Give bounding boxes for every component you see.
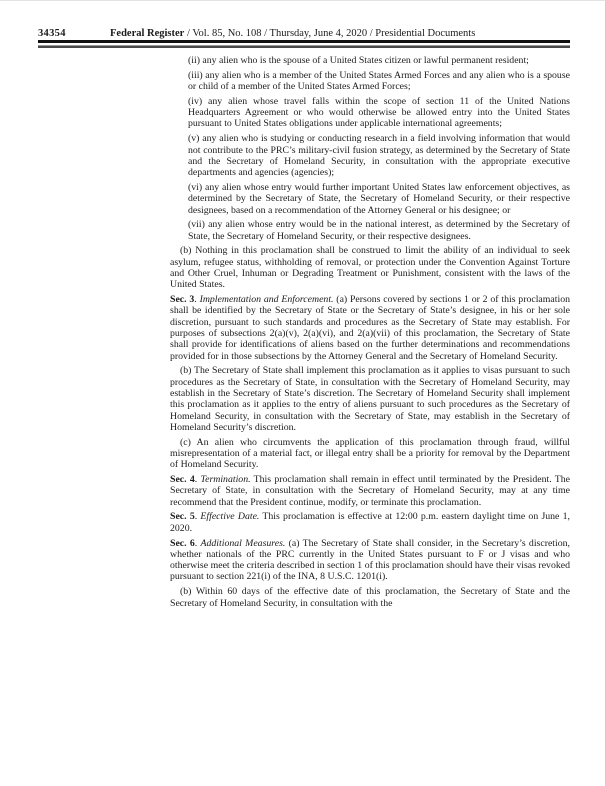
journal-name: Federal Register bbox=[110, 28, 185, 39]
text-run: Termination. bbox=[200, 474, 251, 486]
text-run: (v) any alien who is studying or conducting research in a field involving information that would not contribute to the PRC’s military-civil fusion strategy, as determined by the Secretary of State and the Secretary of Homeland Security, in consultation with the appropriate executive departments and agencies (agencies); bbox=[188, 133, 570, 179]
text-run: (b) Within 60 days of the effective date of this proclamation, the Secretary of State and the Secretary of Homeland Security, in consultation with the bbox=[170, 586, 570, 609]
text-run: Sec. 6 bbox=[170, 537, 195, 549]
text-run: (vi) any alien whose entry would further important United States law enforcement objectives, as determined by the Secretary of State, the Secretary of Homeland Security, or their respective designees, based on a recommendation of the Attorney General or his designee; or bbox=[188, 181, 570, 216]
text-run: (b) The Secretary of State shall implement this proclamation as it applies to visas pursuant to such procedures as the Secretary of State, in consultation with the Secretary of Homeland Security, may establish in the Secretary of State’s discretion. The Secretary of Homeland Security shall implement this proclamation as it applies to the entry of aliens pursuant to such procedures as the Secretary of Homeland Security, in consultation with the Secretary of State, may establish in the Secretary of Homeland Security’s discretion. bbox=[170, 365, 570, 433]
document-body bbox=[170, 55, 570, 612]
page-number: 34354 bbox=[38, 28, 66, 39]
text-run: . bbox=[194, 294, 200, 306]
paragraph-romanette bbox=[188, 70, 570, 93]
paragraph-section bbox=[170, 474, 570, 508]
text-run: Sec. 5 bbox=[170, 511, 195, 523]
paragraph-romanette bbox=[188, 219, 570, 242]
text-run: . bbox=[194, 537, 201, 549]
paragraph-section bbox=[170, 511, 570, 534]
text-run: . bbox=[194, 474, 201, 486]
text-run: (a) Persons covered by sections 1 or 2 of this proclamation shall be identified by the Secretary of State or the Secretary of State’s designee, in his or her sole discretion, pursuant to such standards and procedures as the Secretary of State may establish. For purposes of subsections 2(a)(v), 2(a)(vi), and 2(a)(vii) of this proclamation, the Secretary of State shall provide for identifications of aliens based on the further determinations and recommendations provided for in those subsections by the Attorney General and the Secretary of Homeland Security. bbox=[170, 294, 570, 362]
header-rule bbox=[38, 40, 570, 48]
paragraph-section bbox=[170, 294, 570, 362]
text-run: (ii) any alien who is the spouse of a United States citizen or lawful permanent resident; bbox=[188, 55, 529, 66]
page-header bbox=[38, 27, 570, 40]
text-run: (iii) any alien who is a member of the United States Armed Forces and any alien who is a spouse or child of a member of the United States Armed Forces; bbox=[188, 69, 570, 93]
text-run: . bbox=[194, 511, 201, 523]
paragraph-romanette bbox=[188, 55, 570, 66]
text-run: (b) Nothing in this proclamation shall be construed to limit the ability of an individual to seek asylum, refugee status, withholding of removal, or protection under the Convention Against Torture and Other Cruel, Inhuman or Degrading Treatment or Punishment, consistent with the laws of the United States. bbox=[170, 245, 570, 291]
paragraph-lettered bbox=[170, 586, 570, 609]
paragraph-romanette bbox=[188, 182, 570, 216]
text-run: Additional Measures. bbox=[200, 537, 286, 549]
text-run: (a) The Secretary of State shall consider, in the Secretary’s discretion, whether nationals of the PRC currently in the United States pursuant to F or J visas and who otherwise meet the criteria described in section 1 of this proclamation should have their visas revoked pursuant to section 221(i) of the INA, 8 U.S.C. 1201(i). bbox=[170, 537, 570, 583]
paragraph-romanette bbox=[188, 96, 570, 130]
paragraph-lettered bbox=[170, 365, 570, 433]
paragraph-section bbox=[170, 538, 570, 583]
header-rule-thin-line bbox=[38, 45, 570, 48]
text-run: (vii) any alien whose entry would be in the national interest, as determined by the Secretary of State, the Secretary of Homeland Security, or their respective designees. bbox=[188, 219, 570, 242]
paragraph-lettered bbox=[170, 245, 570, 290]
text-run: Effective Date. bbox=[200, 511, 260, 523]
paragraph-lettered bbox=[170, 437, 570, 471]
text-run: Implementation and Enforcement. bbox=[199, 294, 334, 306]
header-meta: / Vol. 85, No. 108 / Thursday, June 4, 2020 / Presidential Documents bbox=[184, 28, 476, 39]
text-run: Sec. 3 bbox=[170, 294, 195, 306]
text-run: (iv) any alien whose travel falls within the scope of section 11 of the United Nations Headquarters Agreement or who would otherwise be allowed entry into the United States pursuant to United States obligations under applicable international agreements; bbox=[188, 95, 570, 130]
text-run: This proclamation is effective at 12:00 p.m. eastern daylight time on June 1, 2020. bbox=[170, 511, 570, 534]
text-run: This proclamation shall remain in effect until terminated by the President. The Secretary of State, in consultation with the Secretary of Homeland Security, may at any time recommend that the President continue, modify, or terminate this proclamation. bbox=[170, 474, 570, 508]
text-run: Sec. 4 bbox=[170, 474, 195, 486]
text-run: (c) An alien who circumvents the application of this proclamation through fraud, willful misrepresentation of a material fact, or illegal entry shall be a priority for removal by the Department of Homeland Security. bbox=[170, 436, 570, 471]
paragraph-romanette bbox=[188, 133, 570, 178]
